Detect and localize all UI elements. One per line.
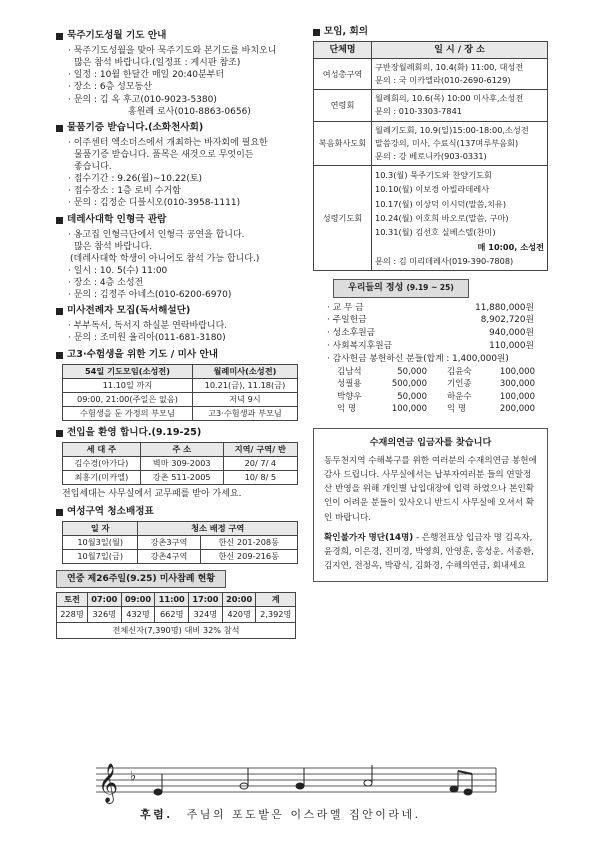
thanks-heading: · 감사헌금 봉헌하신 분들(합계 : 1,400,000원)	[327, 354, 509, 364]
table-row: 연령회 월례회의, 10.6(목) 10:00 미사후,소성전 문의 : 010-3303-7841	[314, 90, 548, 121]
attendance-table	[56, 592, 296, 639]
bullet-square-icon	[56, 430, 63, 437]
table-header: 일 시 / 장 소	[372, 41, 548, 58]
notice-title: 수재의연금 입금자를 찾습니다	[369, 436, 492, 448]
table-row: 복음화사도회 월례기도회, 10.9(일)15:00-18:00,소성전 말씀강의, 미사, 수료식(137며루부음회) 문의 : 강 베로니카(903-0331)	[314, 121, 548, 165]
puppet-line: · 옹고집 인형극단에서 인형극 공연을 합니다.	[68, 229, 245, 240]
bullet-square-icon	[56, 509, 63, 516]
server-line: · 문의 : 조미원 율리아(011-681-3180)	[68, 333, 226, 344]
meetings-table	[313, 41, 548, 271]
note-icon	[464, 789, 472, 795]
donation-line: · 접수기간 : 9.26(월)~10.22(토)	[68, 174, 203, 185]
note-icon	[450, 786, 458, 792]
table-header: 20:00	[222, 593, 256, 607]
flood-notice-box	[313, 428, 548, 583]
section-heading: 모임, 회의	[313, 26, 548, 39]
rosary-section	[56, 30, 306, 118]
bullet-square-icon	[56, 352, 63, 359]
table-row: 김수경(아가다) 벽마 309-2003 20/ 7/ 4	[63, 456, 298, 470]
puppet-line: · 문의 : 김정주 아네스(010-6200-6970)	[68, 290, 232, 301]
table-row: 성령기도회 10.3(월) 묵주기도와 찬양기도회 10.10(월) 이보경 아빌라데레사 10.17(월) 이상덕 이시덕(말씀,치유) 10.24(월) 이호희 바오로(말씀, 구마) 10.31(월) 김선호 실베스텔(찬미) 매 10:00, 소성전 문의 : 김 미리데레사(019-390-7808)	[314, 165, 548, 270]
donor-row: 박향우 50,000 하운수 100,000	[337, 391, 535, 402]
bullet-square-icon	[56, 308, 63, 315]
rosary-line: 많은 참석 바랍니다.(일정표 : 게시판 참조)	[74, 58, 241, 69]
notice-list: 확인불가자 명단(14명) - 은행전표상 입금자 명 김옥자, 윤경희, 이은경, 진미경, 박영희, 안영훈, 홍성운, 서종환, 김지연, 전정옥, 박광식, 김화경, 수해의연금, 회내세요	[324, 532, 534, 572]
donation-line: 좋습니다.	[74, 162, 112, 172]
flat-icon: ♭	[130, 769, 137, 784]
exam-table	[62, 364, 298, 421]
section-heading: 묵주기도성월 기도 안내	[56, 30, 306, 43]
table-row: 228명 326명 432명 662명 324명 420명 2,392명	[57, 607, 296, 623]
note-icon	[364, 780, 372, 786]
section-heading: 전입을 환영 합니다.(9.19-25)	[56, 427, 306, 440]
list-item: · 주일헌금 8,902,720원	[327, 315, 534, 326]
bullet-square-icon	[56, 217, 63, 224]
donation-line: · 이주센터 엑소더스에서 개최하는 바자회에 필요한	[68, 137, 268, 148]
table-header: 54일 기도모임(소성전)	[63, 364, 193, 378]
puppet-line: (데레사대학 학생이 아니어도 참석 가능 합니다.)	[70, 253, 260, 264]
table-header: 월례미사(소성전)	[192, 364, 297, 378]
section-heading: 데레사대학 인형극 관람	[56, 214, 306, 227]
bullet-square-icon	[313, 29, 320, 36]
table-row: 전체신자(7,390명) 대비 32% 참석	[57, 623, 296, 639]
welcome-note: 전입세대는 사무실에서 교무패를 받아 가세요.	[62, 488, 242, 499]
note-icon	[296, 783, 304, 789]
table-header: 주 소	[140, 442, 223, 456]
table-header: 지역/ 구역/ 반	[223, 442, 297, 456]
table-header: 07:00	[87, 593, 121, 607]
rosary-contact: 홍원례 로사(010-8863-0656)	[128, 106, 251, 117]
right-column	[313, 26, 548, 582]
list-item: · 교 무 금 11,880,000원	[327, 302, 534, 313]
table-header: 청소 배정 구역	[138, 521, 298, 535]
offerings-title: 우리들의 정성 (9.19 ~ 25)	[333, 279, 469, 297]
table-header: 일 자	[63, 521, 138, 535]
donation-line: 물품기증 받습니다. 품목은 새것으로 무엇이든	[74, 149, 254, 160]
server-line: · 부부독서, 독서지 하실분 연락바랍니다.	[68, 321, 228, 332]
table-header: 토전	[57, 593, 88, 607]
puppet-line: · 일시 : 10. 5(수) 11:00	[68, 265, 168, 276]
donation-section	[56, 122, 306, 210]
table-row: 여성총구역 구반장월례회의, 10.4(화) 11:00, 대성전 문의 : 국 미카엘라(010-2690-6129)	[314, 59, 548, 90]
section-heading: 여성구역 청소배정표	[56, 506, 306, 519]
table-row: 10월7일(금) 강촌4구역 한신 209-216동	[63, 550, 298, 564]
table-header: 단체명	[314, 41, 372, 58]
donor-row: 김남석 50,000 김윤숙 100,000	[337, 366, 535, 377]
list-item: · 사회복지후원금 110,000원	[327, 341, 534, 352]
rosary-line: · 묵주기도성월을 맞아 묵주기도와 본기도를 바치오니	[68, 45, 277, 56]
offerings-list	[313, 303, 548, 416]
treble-clef-icon: 𝄞	[98, 763, 119, 803]
table-row: 최홍기(미카엘) 강촌 511-2005 10/ 8/ 5	[63, 470, 298, 484]
bullet-square-icon	[56, 33, 63, 40]
notice-body: 동두천지역 수해복구를 위한 여러분의 수재의연금 봉헌에 감사 드립니다. 사무실에서는 납부자여러분 들의 연말정산 반영을 위해 개인별 납입대장에 입력 하였으나 본인확인이 어려운 분들이 있사오니 반드시 사무실에 오셔서 확인 바랍니다.	[324, 455, 537, 523]
attendance-title: 연중 제26주일(9.25) 미사참례 현황	[56, 570, 226, 588]
exam-section	[56, 349, 306, 421]
table-header: 계	[256, 593, 296, 607]
section-heading: 미사전례자 모집(독서해설단)	[56, 305, 306, 318]
welcome-table	[62, 442, 298, 485]
donor-row: 익 명 100,000 익 명 200,000	[337, 404, 535, 415]
puppet-line: 많은 참석 바랍니다.	[74, 241, 153, 252]
rosary-line: · 장소 : 6층 성모동산	[68, 82, 152, 93]
left-column	[56, 26, 306, 639]
table-row: 10월3일(월) 강촌3구역 한신 201-208동	[63, 536, 298, 550]
cleaning-section	[56, 506, 306, 564]
refrain-lyrics: 후렴. 주님의 포도밭은 이스라엘 집안이라네.	[140, 808, 421, 821]
list-item: · 성소후원금 940,000원	[327, 328, 534, 339]
table-header: 17:00	[189, 593, 223, 607]
cleaning-table	[62, 521, 298, 564]
donation-line: · 접수장소 : 1층 로비 수거함	[68, 186, 181, 197]
rosary-line: · 문의 : 김 옥 후고(010-9023-5380)	[68, 94, 217, 105]
welcome-section	[56, 427, 306, 500]
table-row: 11.10일 까지 10.21(금), 11.18(금)	[63, 378, 298, 392]
puppet-line: · 장소 : 4층 소성전	[68, 278, 144, 289]
rosary-line: · 일정 : 10월 한달간 매일 20:40분부터	[68, 70, 225, 81]
note-icon	[154, 789, 162, 795]
section-heading: 고3·수험생을 위한 기도 / 미사 안내	[56, 349, 306, 362]
table-header: 09:00	[121, 593, 155, 607]
table-header: 11:00	[155, 593, 189, 607]
bullet-square-icon	[56, 125, 63, 132]
section-heading: 물품기증 받습니다.(소화천사회)	[56, 122, 306, 135]
attendance-section	[56, 564, 306, 639]
puppet-section	[56, 214, 306, 302]
donation-line: · 문의 : 김정순 디블시오(010-3958-1111)	[68, 198, 241, 209]
table-row: 수험생을 둔 가정의 부모님 고3·수험생과 부모님	[63, 406, 298, 420]
table-header: 세 대 주	[63, 442, 141, 456]
table-row: 09:00, 21:00(주일은 없음) 저녁 9시	[63, 392, 298, 406]
donor-row: 성필용 500,000 기인종 300,000	[337, 379, 535, 390]
server-section	[56, 305, 306, 344]
